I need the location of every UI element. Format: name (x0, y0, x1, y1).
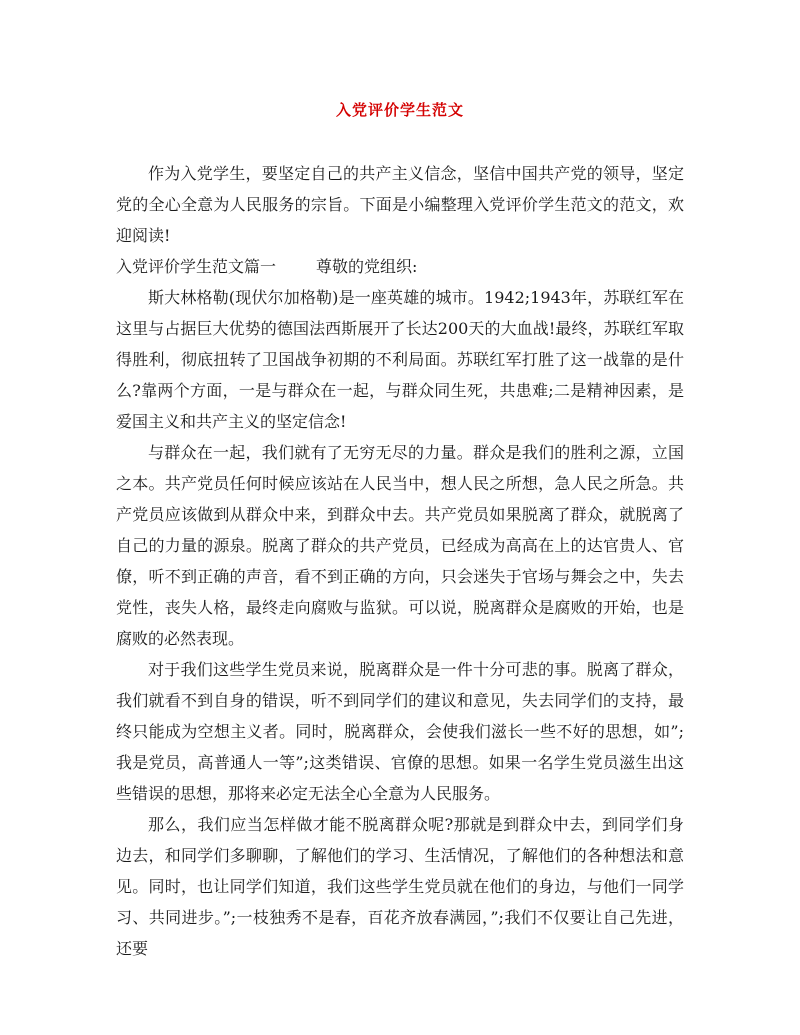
section-heading-line (116, 251, 684, 282)
body-paragraph: 与群众在一起，我们就有了无穷无尽的力量。群众是我们的胜利之源，立国之本。共产党员任何时候应该站在人民当中，想人民之所想，急人民之所急。共产党员应该做到从群众中来，到群众中去。共产党员如果脱离了群众，就脱离了自己的力量的源泉。脱离了群众的共产党员，已经成为高高在上的达官贵人、官僚，听不到正确的声音，看不到正确的方向，只会迷失于官场与舞会之中，失去党性，丧失人格，最终走向腐败与监狱。可以说，脱离群众是腐败的开始，也是腐败的必然表现。 (116, 443, 684, 648)
intro-paragraph: 作为入党学生，要坚定自己的共产主义信念，坚信中国共产党的领导，坚定党的全心全意为人民服务的宗旨。下面是小编整理入党评价学生范文的范文，欢迎阅读! (116, 164, 684, 245)
body-paragraph: 对于我们这些学生党员来说，脱离群众是一件十分可悲的事。脱离了群众，我们就看不到自身的错误，听不到同学们的建议和意见，失去同学们的支持，最终只能成为空想主义者。同时，脱离群众，会使我们滋长一些不好的思想，如”;我是党员，高普通人一等”;这类错误、官僚的思想。如果一名学生党员滋生出这些错误的思想，那将来必定无法全心全意为人民服务。 (116, 660, 684, 803)
document-title: 入党评价学生范文 (335, 101, 464, 119)
salutation: 尊敬的党组织: (316, 257, 418, 276)
document-page (116, 100, 684, 964)
body-paragraph: 那么，我们应当怎样做才能不脱离群众呢?那就是到群众中去，到同学们身边去，和同学们多聊聊，了解他们的学习、生活情况，了解他们的各种想法和意见。同时，也让同学们知道，我们这些学生党员就在他们的身边，与他们一同学习、共同进步。”;一枝独秀不是春，百花齐放春满园，”;我们不仅要让自己先进，还要 (116, 815, 684, 958)
body-paragraph: 斯大林格勒(现伏尔加格勒)是一座英雄的城市。1942;1943年，苏联红军在这里与占据巨大优势的德国法西斯展开了长达200天的大血战!最终，苏联红军取得胜利，彻底扭转了卫国战争初期的不利局面。苏联红军打胜了这一战靠的是什么?靠两个方面，一是与群众在一起，与群众同生死，共患难;二是精神因素，是爱国主义和共产主义的坚定信念! (116, 288, 684, 431)
section-label: 入党评价学生范文篇一 (116, 257, 277, 276)
